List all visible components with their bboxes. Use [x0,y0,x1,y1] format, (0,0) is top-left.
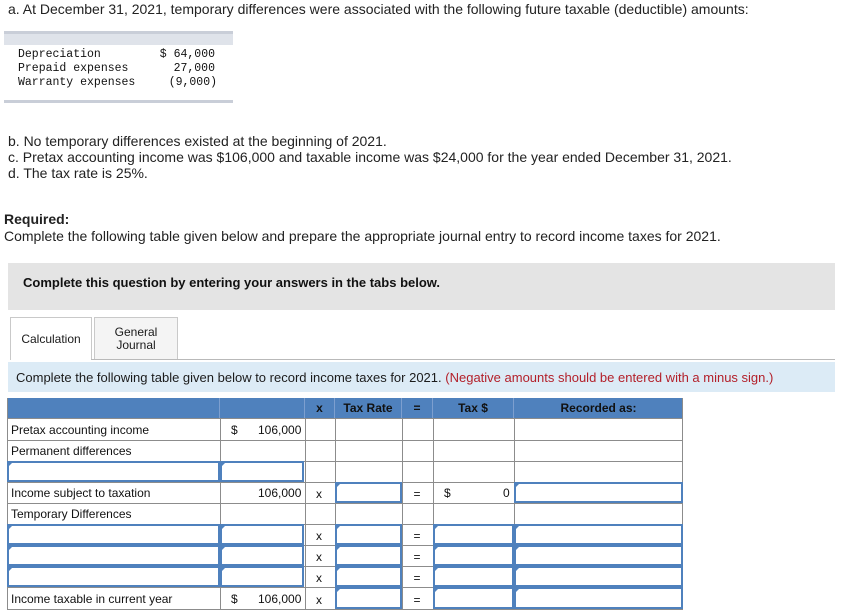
subject-tax-currency: $ [444,486,451,500]
times-symbol: x [316,550,322,564]
subject-label: Income subject to taxation [11,486,151,500]
header-label-col [7,398,220,418]
equals-symbol: = [413,571,421,585]
current-label: Income taxable in current year [11,592,173,606]
subject-amount: 106,000 [258,486,302,500]
temp-2-tax-input[interactable] [433,545,514,566]
difference-value: $ 64,000 [159,48,215,61]
instructions-text [16,370,773,385]
temp-2-amount-input[interactable] [220,545,304,566]
header-recorded-as: Recorded as: [514,398,683,418]
temp-3-amount-input[interactable] [220,566,304,587]
temp-1-recorded-as-select[interactable] [514,524,683,545]
header-equals: = [402,398,433,418]
row-divider [7,418,683,419]
difference-label: Warranty expenses [18,76,136,89]
current-tax-rate-input[interactable] [335,587,402,609]
intro-text: a. At December 31, 2021, temporary differences were associated with the following future taxable (deductible) amounts: [8,1,749,17]
required-heading: Required: [4,211,70,227]
difference-label: Prepaid expenses [18,62,129,75]
fact-d: d. The tax rate is 25%. [8,165,148,181]
temp-2-description-input[interactable] [7,545,220,566]
pretax-amount: 106,000 [258,423,302,437]
temp-3-description-input[interactable] [7,566,220,587]
differences-table-header [4,34,233,45]
col-divider [305,418,306,610]
instructions-bar [8,362,835,392]
tab-label-line: General [114,324,158,339]
difference-value: (9,000) [168,76,217,89]
col-divider [402,418,403,610]
difference-row [18,76,223,90]
tab-label-line: Journal [116,337,156,352]
subject-recorded-as-select[interactable] [514,482,683,503]
equals-symbol: = [413,529,421,543]
pretax-currency: $ [231,423,238,437]
current-amount: 106,000 [258,592,302,606]
times-symbol: x [316,571,322,585]
times-symbol: x [316,593,322,607]
subject-tax-rate-input[interactable] [335,482,402,503]
temp-3-tax-input[interactable] [433,566,514,587]
current-tax-input[interactable] [433,587,514,609]
temp-1-tax-input[interactable] [433,524,514,545]
permanent-amount-input[interactable] [220,461,304,482]
header-times: x [305,398,335,418]
permanent-description-input[interactable] [7,461,220,482]
difference-row [18,62,223,76]
subject-tax-value: 0 [503,486,510,500]
answer-banner [8,263,835,310]
equals-symbol: = [413,593,421,607]
equals-symbol: = [413,487,421,501]
fact-c: c. Pretax accounting income was $106,000 and taxable income was $24,000 for the year ended December 31, 2021. [8,149,732,165]
difference-row [18,48,223,62]
times-symbol: x [316,487,322,501]
tab-divider [91,359,835,360]
temp-3-tax-rate-input[interactable] [335,566,402,587]
instructions-main: Complete the following table given below to record income taxes for 2021. [16,370,442,385]
tab-calculation[interactable] [10,317,92,360]
temp-1-tax-rate-input[interactable] [335,524,402,545]
current-recorded-as-select[interactable] [514,587,683,609]
row-divider [7,609,683,610]
tab-calculation-label: Calculation [21,332,81,346]
difference-label: Depreciation [18,48,101,61]
instructions-note: (Negative amounts should be entered with a minus sign.) [445,370,774,385]
tab-general-journal[interactable] [94,317,178,360]
temp-2-recorded-as-select[interactable] [514,545,683,566]
temp-1-amount-input[interactable] [220,524,304,545]
temp-3-recorded-as-select[interactable] [514,566,683,587]
answer-banner-text: Complete this question by entering your answers in the tabs below. [23,275,441,290]
temp-1-description-input[interactable] [7,524,220,545]
temporary-label: Temporary Differences [11,507,132,521]
required-text: Complete the following table given below and prepare the appropriate journal entry to record income taxes for 2021. [4,228,721,244]
pretax-label: Pretax accounting income [11,423,150,437]
header-tax-rate: Tax Rate [335,398,402,418]
equals-symbol: = [413,550,421,564]
row-divider [7,503,683,504]
current-currency: $ [231,592,238,606]
difference-value: 27,000 [173,62,215,75]
header-tax: Tax $ [433,398,514,418]
times-symbol: x [316,529,322,543]
temp-2-tax-rate-input[interactable] [335,545,402,566]
header-amount-col [220,398,305,418]
permanent-label: Permanent differences [11,444,132,458]
row-divider [7,440,683,441]
fact-b: b. No temporary differences existed at the beginning of 2021. [8,133,387,149]
tab-general-journal-label [115,326,158,352]
differences-table [4,31,233,103]
